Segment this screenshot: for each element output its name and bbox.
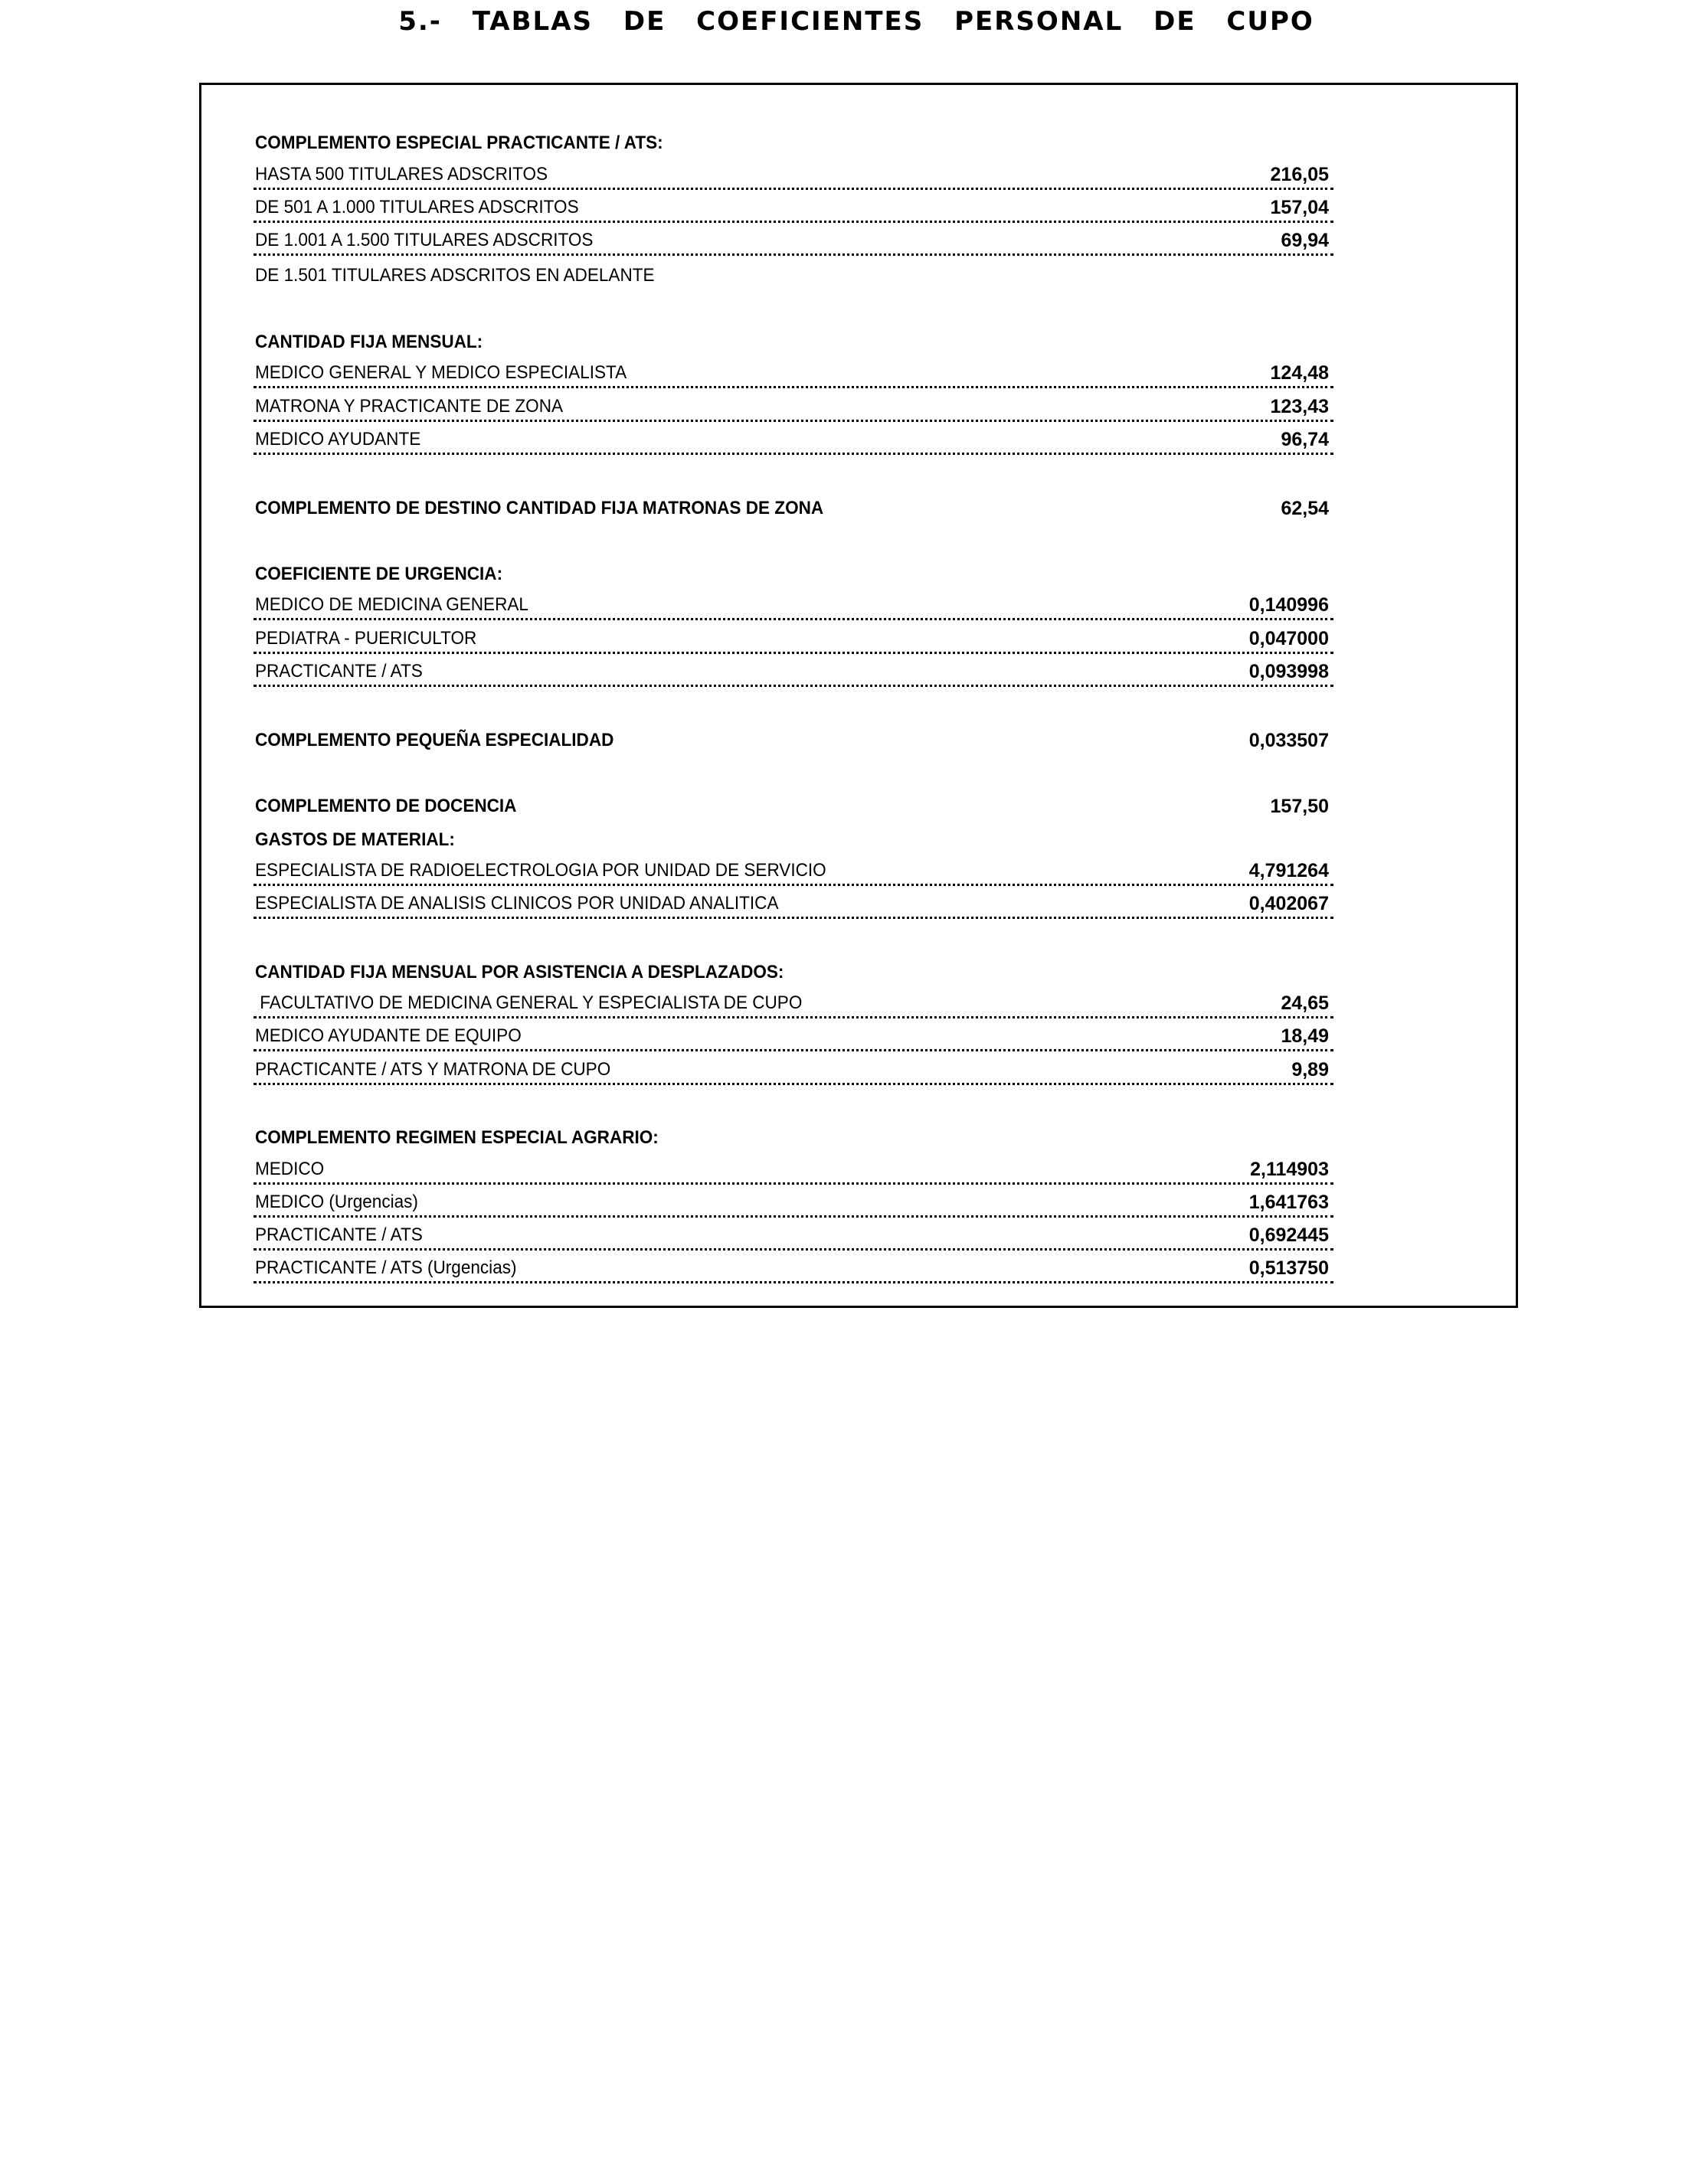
table-row: PEDIATRA - PUERICULTOR 0,047000 xyxy=(254,620,1333,653)
spacer xyxy=(254,919,1333,952)
spacer xyxy=(254,455,1333,488)
table-row: MEDICO (Urgencias) 1,641763 xyxy=(254,1185,1333,1218)
table-row: MEDICO GENERAL Y MEDICO ESPECIALISTA 124,48 xyxy=(254,355,1333,388)
section-heading-docencia: COMPLEMENTO DE DOCENCIA 157,50 xyxy=(255,796,1329,818)
table-row: DE 1.501 TITULARES ADSCRITOS EN ADELANTE xyxy=(255,265,655,286)
table-row: DE 1.001 A 1.500 TITULARES ADSCRITOS 69,94 xyxy=(254,223,1333,256)
section-heading-pequena-especialidad: COMPLEMENTO PEQUEÑA ESPECIALIDAD 0,033507 xyxy=(255,729,1329,751)
table-row: FACULTATIVO DE MEDICINA GENERAL Y ESPECIALISTA DE CUPO 24,65 xyxy=(254,986,1333,1018)
coefficients-table xyxy=(254,123,1333,1283)
spacer xyxy=(254,687,1333,720)
table-row: MEDICO DE MEDICINA GENERAL 0,140996 xyxy=(254,587,1333,620)
spacer xyxy=(254,289,1333,322)
spacer xyxy=(254,521,1333,554)
section-heading-gastos-material: GASTOS DE MATERIAL: xyxy=(255,829,455,850)
table-row: MEDICO AYUDANTE DE EQUIPO 18,49 xyxy=(254,1018,1333,1051)
section-heading-urgencia: COEFICIENTE DE URGENCIA: xyxy=(255,564,503,585)
table-row: ESPECIALISTA DE RADIOELECTROLOGIA POR UNIDAD DE SERVICIO 4,791264 xyxy=(254,853,1333,886)
table-row: ESPECIALISTA DE ANALISIS CLINICOS POR UNIDAD ANALITICA 0,402067 xyxy=(254,886,1333,919)
section-heading-desplazados: CANTIDAD FIJA MENSUAL POR ASISTENCIA A DESPLAZADOS: xyxy=(255,961,784,982)
section-heading-destino: COMPLEMENTO DE DESTINO CANTIDAD FIJA MATRONAS DE ZONA 62,54 xyxy=(255,497,1329,519)
table-row: HASTA 500 TITULARES ADSCRITOS 216,05 xyxy=(254,156,1333,189)
section-heading-agrario: COMPLEMENTO REGIMEN ESPECIAL AGRARIO: xyxy=(255,1127,659,1149)
table-row: PRACTICANTE / ATS Y MATRONA DE CUPO 9,89 xyxy=(254,1051,1333,1084)
table-row: DE 501 A 1.000 TITULARES ADSCRITOS 157,04 xyxy=(254,190,1333,223)
spacer xyxy=(254,754,1333,786)
section-heading-ats: COMPLEMENTO ESPECIAL PRACTICANTE / ATS: xyxy=(255,132,663,154)
table-row: MEDICO AYUDANTE 96,74 xyxy=(254,422,1333,455)
table-row: PRACTICANTE / ATS 0,692445 xyxy=(254,1218,1333,1251)
table-row: PRACTICANTE / ATS (Urgencias) 0,513750 xyxy=(254,1251,1333,1283)
table-row: MATRONA Y PRACTICANTE DE ZONA 123,43 xyxy=(254,388,1333,421)
section-heading-cantidad-fija: CANTIDAD FIJA MENSUAL: xyxy=(255,332,483,353)
spacer xyxy=(254,1085,1333,1118)
table-row: MEDICO 2,114903 xyxy=(254,1151,1333,1184)
table-row: PRACTICANTE / ATS 0,093998 xyxy=(254,654,1333,687)
coefficients-table-frame xyxy=(199,83,1518,1308)
document-title: 5.- TABLAS DE COEFICIENTES PERSONAL DE CUPO xyxy=(398,6,1314,37)
